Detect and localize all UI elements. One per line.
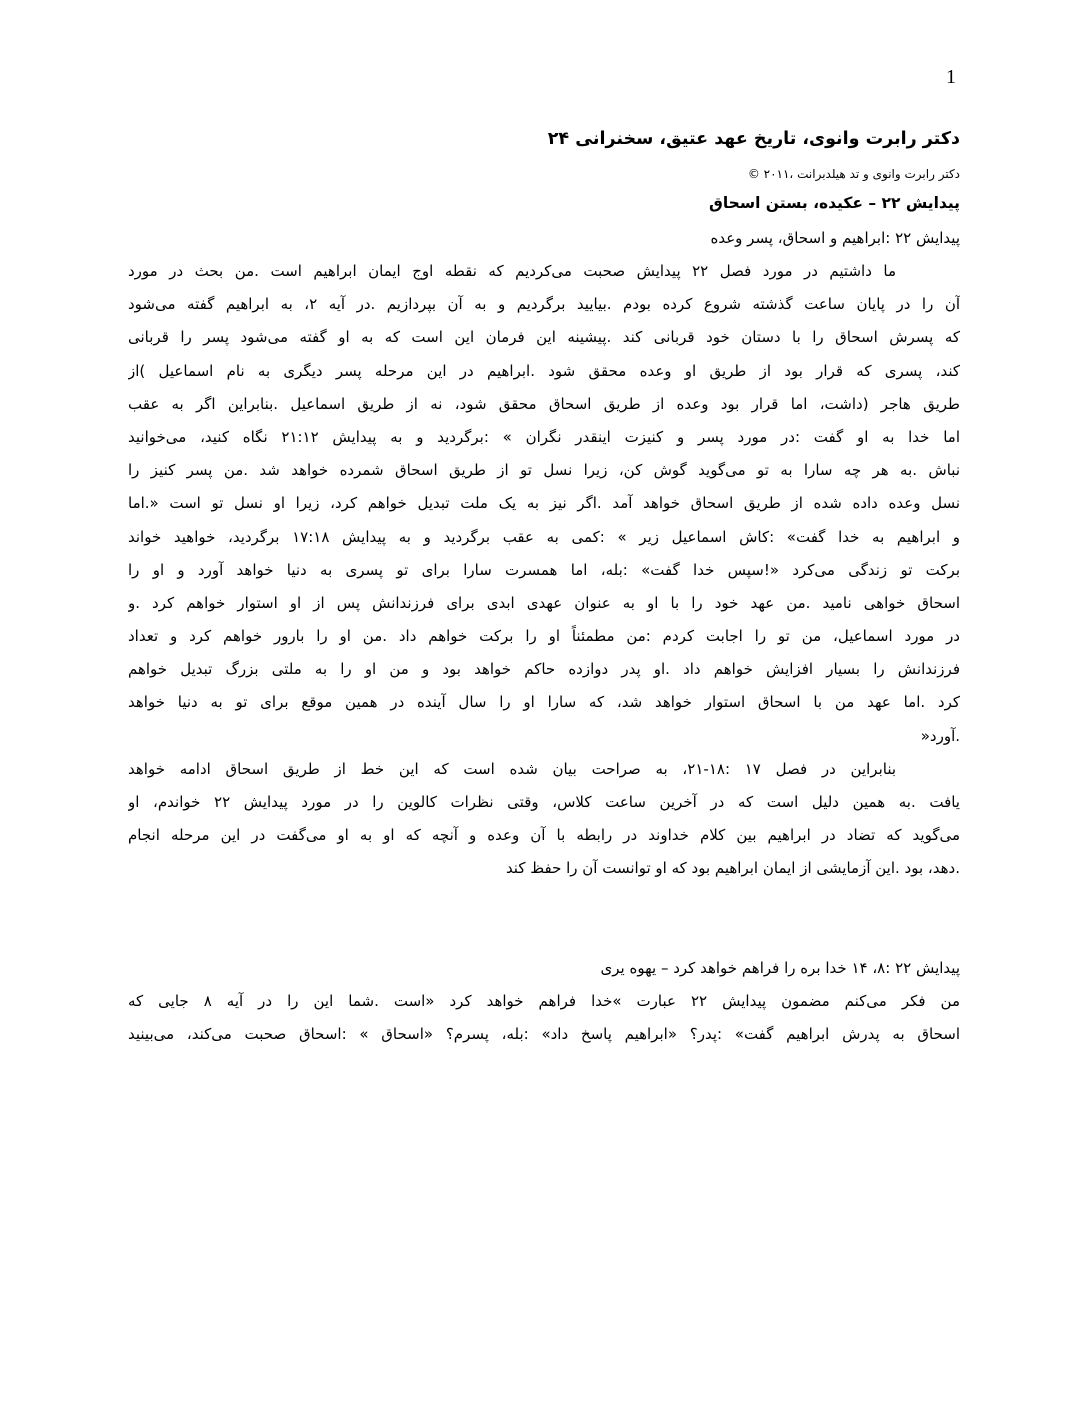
paragraph-line: بنابراین در فصل ۱۷ :۱۸-۲۱، به صراحت بیان شده است که این خط از طریق اسحاق ادامه خواهد [128, 759, 897, 778]
page-number: 1 [946, 66, 956, 88]
paragraph [128, 255, 960, 753]
lecture-subtitle: پیدایش ۲۲ – عکیده، بستن اسحاق [709, 194, 960, 212]
paragraph-line: می‌گوید که تضاد در ابراهیم بین کلام خداوند در رابطه با آن وعده و آنچه که او به او می‌گفت در این مرحله انجام [128, 826, 960, 845]
paragraph-line: من فکر می‌کنم مضمون پیدایش ۲۲ عبارت »خدا فراهم خواهد کرد «است .شما این را در آیه ۸ جایی که [128, 991, 960, 1010]
section-spacer [128, 886, 960, 952]
paragraph-line: یافت .به همین دلیل است که در آخرین ساعت کلاس، وقتی نظرات کالوین را در مورد پیدایش ۲۲ خواندم، او [128, 793, 960, 811]
paragraph-line: و ابراهیم به خدا گفت» :کاش اسماعیل زیر » :کمی به عقب برگردید و به پیدایش ۱۷:۱۸ برگردید، خواهید خواند [128, 527, 960, 546]
section-heading-abraham-isaac: پیدایش ۲۲ :ابراهیم و اسحاق، پسر وعده [710, 229, 960, 247]
paragraph-line: اسحاق به پدرش ابراهیم گفت» :پدر؟ «ابراهیم پاسخ داد» :بله، پسرم؟ «اسحاق » :اسحاق صحبت می‌کند، می‌بینید [128, 1024, 960, 1043]
paragraph [128, 753, 960, 886]
paragraph-line: نباش .به هر چه سارا به تو می‌گوید گوش کن، زیرا نسل تو از طریق اسحاق شمرده خواهد شد .من پسر کنیز را [128, 461, 960, 480]
paragraph-line: در مورد اسماعیل، من تو را اجابت کردم :من مطمئناً او را برکت خواهم داد .من او را بارور خواهم کرد و تعداد [128, 627, 960, 646]
lecture-title: دکتر رابرت وانوی، تاریخ عهد عتیق، سخنرانی ۲۴ [547, 129, 960, 149]
paragraph-line: اما خدا به او گفت :در مورد پسر و کنیزت اینقدر نگران » :برگردید و به پیدایش ۲۱:۱۲ نگاه کنید، می‌خوانید [128, 427, 960, 446]
paragraph-line: برکت تو زندگی می‌کرد «!سپس خدا گفت» :بله، اما همسرت سارا برای تو پسری به دنیا خواهد آورد و او را [128, 560, 960, 579]
paragraph [128, 985, 960, 1051]
paragraph-line: .دهد، بود .این آزمایشی از ایمان ابراهیم بود که او توانست آن را حفظ کند [505, 859, 960, 878]
paragraph-line: اسحاق خواهی نامید .من عهد خود را با او به عنوان عهدی ابدی برای فرزندانش پس از او استوار خواهم کرد .و [128, 593, 960, 612]
copyright-line: دکتر رابرت وانوی و تد هیلدبرانت ،۲۰۱۱ © [747, 167, 960, 181]
paragraph-line: ما داشتیم در مورد فصل ۲۲ پیدایش صحبت می‌کردیم که نقطه اوج ایمان ابراهیم است .من بحث در مورد [128, 262, 896, 280]
paragraph-line: که پسرش اسحاق را با دستان خود قربانی کند .پیشینه این فرمان این است که به او گفته می‌شود پسر را قربانی [128, 328, 960, 347]
paragraph-line: کند، پسری که قرار بود از طریق او وعده محقق شود .ابراهیم در این مرحله پسر دیگری به نام اسماعیل )از [128, 361, 960, 380]
paragraph-line: .آورد« [920, 726, 960, 745]
paragraph-line: طریق هاجر (داشت، اما قرار بود وعده از طریق اسحاق محقق شود، نه از طریق اسماعیل .بنابراین اگر به عقب [128, 394, 960, 413]
section-heading-god-will-provide: پیدایش ۲۲ :۸، ۱۴ خدا بره را فراهم خواهد کرد – یهوه یری [600, 958, 960, 977]
paragraph-line: آن را در پایان ساعت گذشته شروع کرده بودم .بیایید برگردیم و به آن بپردازیم .در آیه ۲، به ابراهیم گفته می‌شود [128, 295, 960, 314]
paragraph-line: فرزندانش را بسیار افزایش خواهم داد .او پدر دوازده حاکم خواهد بود و من او را به ملتی بزرگ تبدیل خواهم [128, 660, 960, 679]
document-body [128, 124, 960, 1051]
paragraph-line: کرد .اما عهد من با اسحاق استوار خواهد شد، که سارا او را سال آینده در همین موقع برای تو به دنیا خواهد [128, 693, 960, 712]
paragraph-line: نسل وعده داده شده از طریق اسحاق خواهد آمد .اگر نیز به یک ملت تبدیل خواهم کرد، زیرا او نسل تو است «.اما [128, 494, 960, 513]
